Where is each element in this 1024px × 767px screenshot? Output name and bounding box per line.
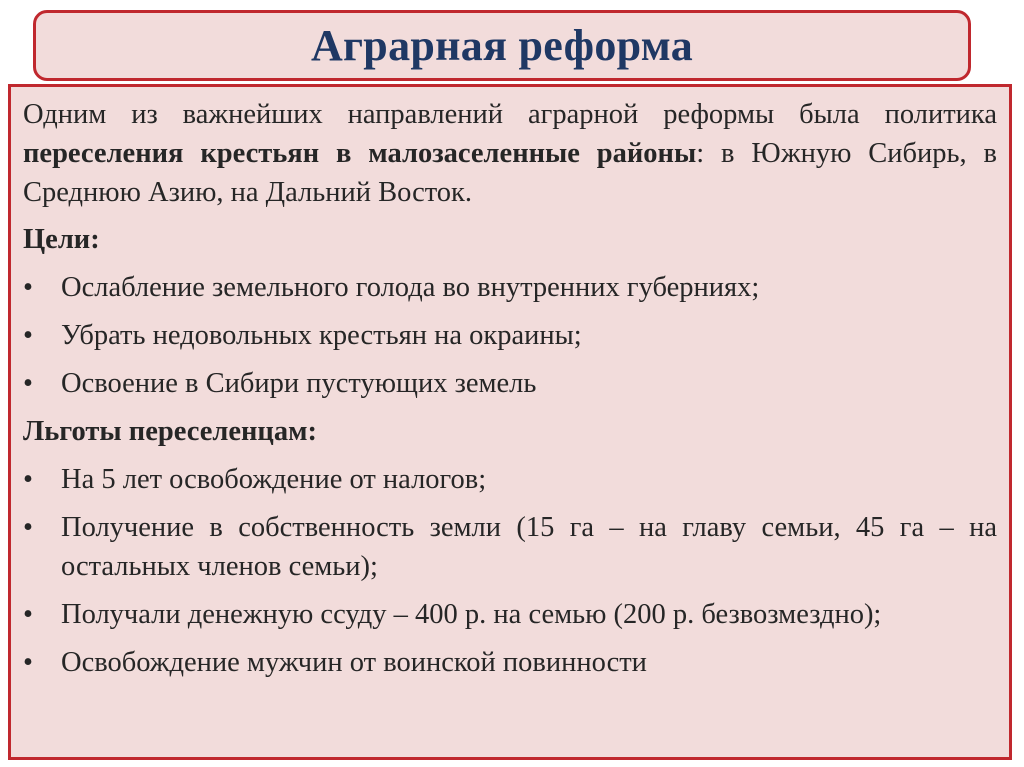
bullet-icon: • xyxy=(23,272,33,303)
bullet-icon: • xyxy=(23,512,33,543)
goal-item-text: Убрать недовольных крестьян на окраины; xyxy=(61,320,582,351)
goals-heading: Цели: xyxy=(23,224,100,255)
benefit-item xyxy=(23,643,997,682)
benefits-heading: Льготы переселенцам: xyxy=(23,416,317,447)
intro-text-2: : в Южную Сибирь, в Среднюю Азию, на Дальний Восток. xyxy=(23,138,997,208)
intro-text-1: Одним из важнейших направлений аграрной реформы была политика xyxy=(23,99,997,130)
intro-paragraph xyxy=(23,95,997,212)
goal-item xyxy=(23,364,997,403)
page-title: Аграрная реформа xyxy=(310,21,694,70)
bullet-icon: • xyxy=(23,464,33,495)
content-panel xyxy=(8,84,1012,760)
benefit-item-text: Освобождение мужчин от воинской повинности xyxy=(61,647,647,678)
goal-item-text: Освоение в Сибири пустующих земель xyxy=(61,368,537,399)
goal-item-text: Ослабление земельного голода во внутренних губерниях; xyxy=(61,272,760,303)
benefit-item xyxy=(23,595,997,634)
benefit-item xyxy=(23,460,997,499)
benefit-item xyxy=(23,508,997,586)
bullet-icon: • xyxy=(23,599,33,630)
bullet-icon: • xyxy=(23,368,33,399)
goal-item xyxy=(23,316,997,355)
title-banner xyxy=(33,10,971,81)
intro-bold-text: переселения крестьян в малозаселенные районы xyxy=(23,138,697,169)
benefit-item-text: На 5 лет освобождение от налогов; xyxy=(61,464,487,495)
bullet-icon: • xyxy=(23,320,33,351)
benefit-item-text: Получение в собственность земли (15 га – на главу семьи, 45 га – на остальных членов семьи); xyxy=(61,512,997,582)
bullet-icon: • xyxy=(23,647,33,678)
goal-item xyxy=(23,268,997,307)
benefit-item-text: Получали денежную ссуду – 400 р. на семью (200 р. безвозмездно); xyxy=(61,599,882,630)
